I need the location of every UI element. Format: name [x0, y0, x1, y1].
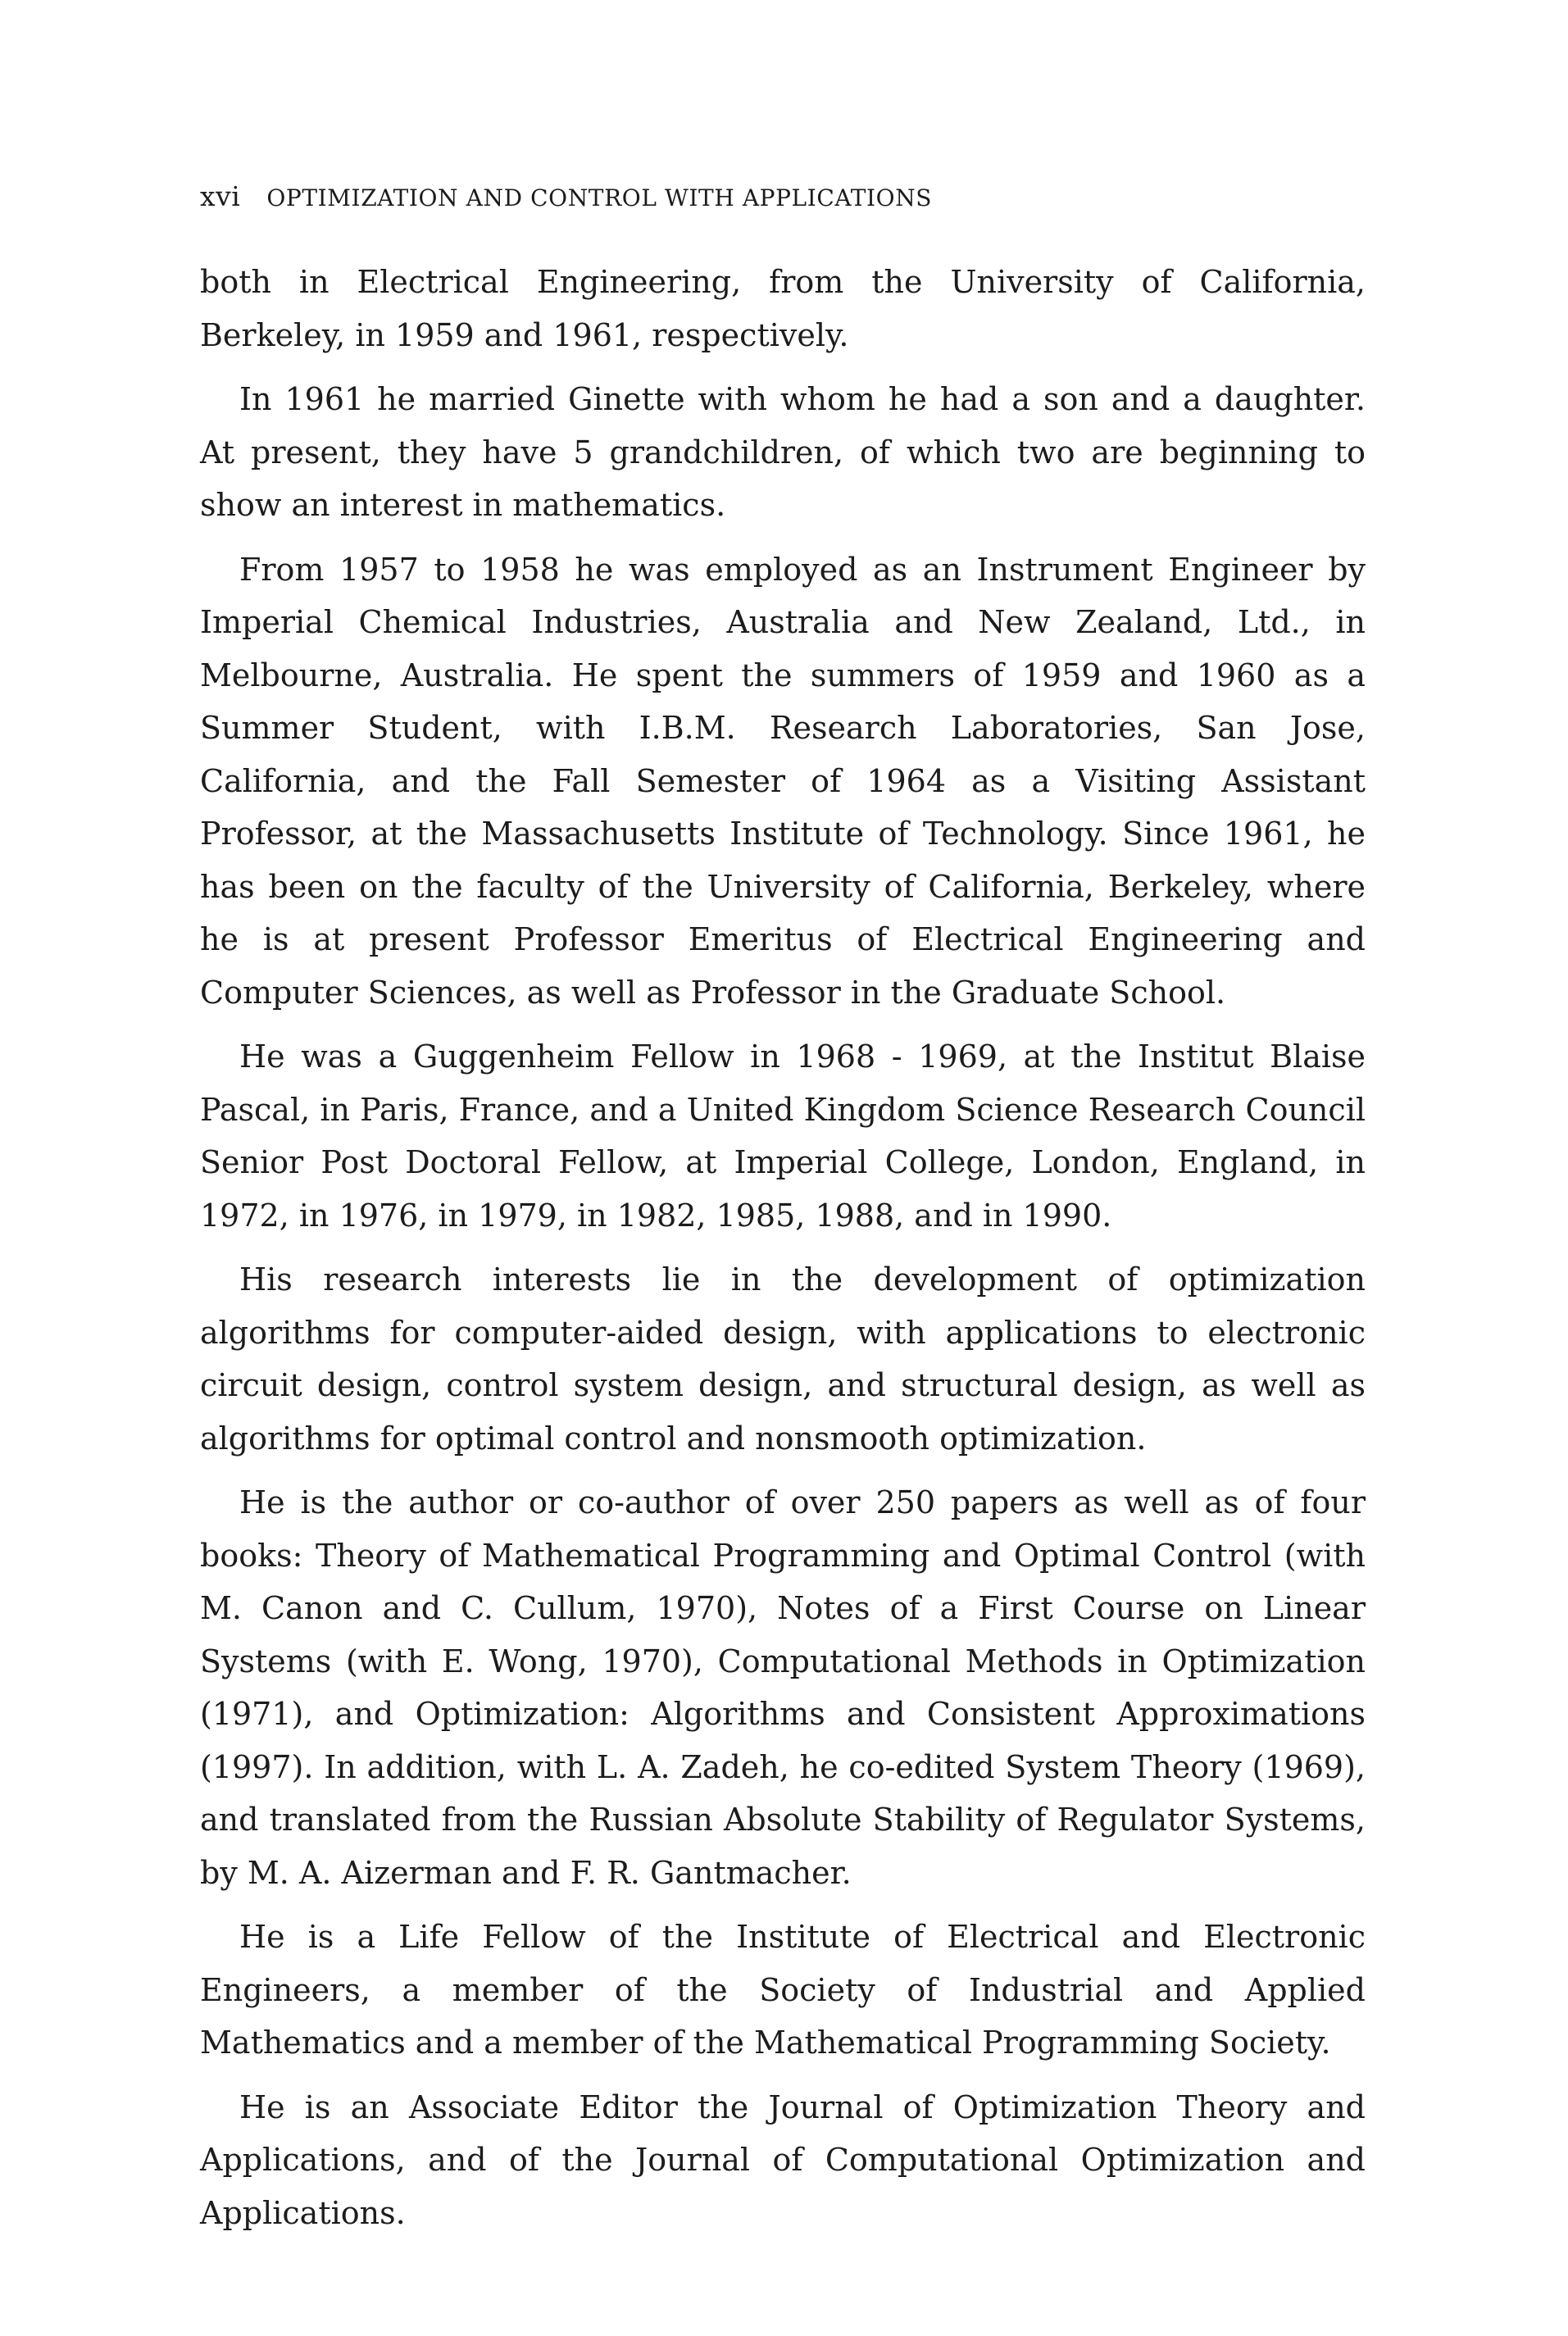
- paragraph-research-interests: His research interests lie in the development of optimization algorithms for computer-aided design, with applications to electronic circuit design, control system design, and structural design, as well as algorithms for optimal control and nonsmooth optimization.: [200, 1261, 1366, 1457]
- paragraph-editorships: He is an Associate Editor the Journal of Optimization Theory and Applications, and of the Journal of Computational Optimization and Applications.: [200, 2088, 1366, 2231]
- paragraph-fellowships: He was a Guggenheim Fellow in 1968 - 1969, at the Institut Blaise Pascal, in Paris, France, and a United Kingdom Science Research Council Senior Post Doctoral Fellow, at Imperial College, London, England, in 1972, in 1976, in 1979, in 1982, 1985, 1988, and in 1990.: [200, 1038, 1366, 1234]
- paragraph-continued-education: both in Electrical Engineering, from the University of California, Berkeley, in 1959 and 1961, respectively.: [200, 264, 1366, 353]
- body-text: [200, 256, 1366, 2251]
- running-head-title: OPTIMIZATION AND CONTROL WITH APPLICATIONS: [266, 184, 933, 211]
- paragraph-memberships: He is a Life Fellow of the Institute of Electrical and Electronic Engineers, a member of the Society of Industrial and Applied Mathematics and a member of the Mathematical Programming Society.: [200, 1919, 1366, 2061]
- paragraph-publications: He is the author or co-author of over 250 papers as well as of four books: Theory of Mathematical Programming and Optimal Control (with M. Canon and C. Cullum, 1970), Notes of a First Course on Linear Systems (with E. Wong, 1970), Computational Methods in Optimization (1971), and Optimization: Algorithms and Consistent Approximations (1997). In addition, with L. A. Zadeh, he co-edited System Theory (1969), and translated from the Russian Absolute Stability of Regulator Systems, by M. A. Aizerman and F. R. Gantmacher.: [200, 1484, 1366, 1891]
- page-number: xvi: [200, 180, 241, 212]
- paragraph-family: In 1961 he married Ginette with whom he had a son and a daughter. At present, they have 5 grandchildren, of which two are beginning to show an interest in mathematics.: [200, 381, 1366, 523]
- running-head: [200, 179, 1372, 216]
- paragraph-employment: From 1957 to 1958 he was employed as an Instrument Engineer by Imperial Chemical Industries, Australia and New Zealand, Ltd., in Melbourne, Australia. He spent the summers of 1959 and 1960 as a Summer Student, with I.B.M. Research Laboratories, San Jose, California, and the Fall Semester of 1964 as a Visiting Assistant Professor, at the Massachusetts Institute of Technology. Since 1961, he has been on the faculty of the University of California, Berkeley, where he is at present Professor Emeritus of Electrical Engineering and Computer Sciences, as well as Professor in the Graduate School.: [200, 551, 1366, 1011]
